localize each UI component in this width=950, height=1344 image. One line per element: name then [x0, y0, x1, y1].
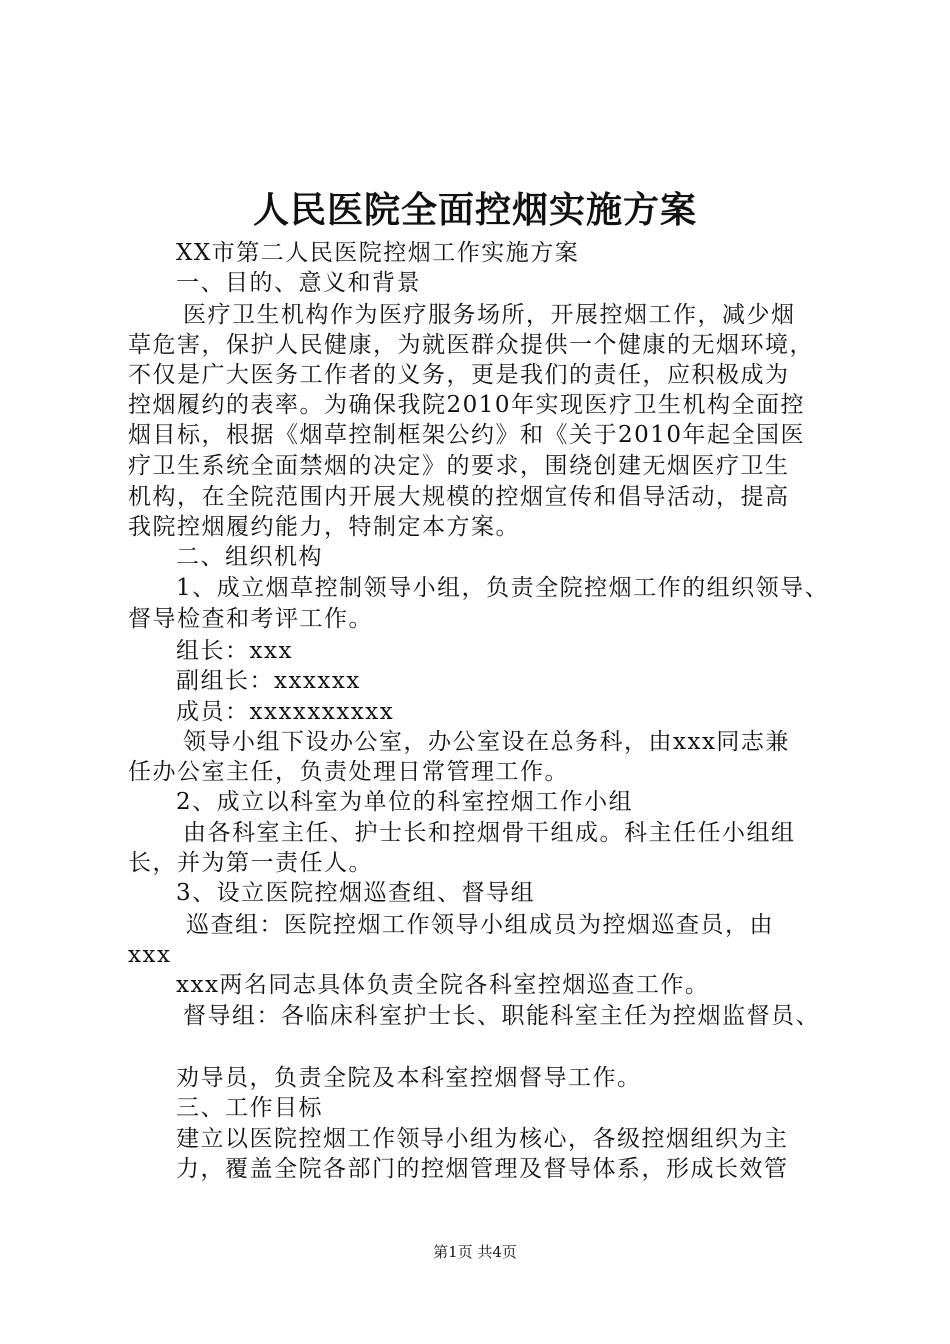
paragraph-line: 长，并为第一责任人。: [128, 850, 373, 876]
paragraph-line: 劝导员，负责全院及本科室控烟督导工作。: [176, 1065, 642, 1091]
paragraph-line: 成员：xxxxxxxxxx: [176, 699, 395, 725]
paragraph-line: 草危害，保护人民健康，为就医群众提供一个健康的无烟环境，: [128, 332, 814, 358]
paragraph-line: 疗卫生系统全面禁烟的决定》的要求，围绕创建无烟医疗卫生: [128, 453, 790, 479]
page-number: 第1页 共4页: [433, 1243, 517, 1261]
paragraph-line: 医疗卫生机构作为医疗服务场所，开展控烟工作，减少烟: [183, 302, 796, 328]
document-subtitle: XX市第二人民医院控烟工作实施方案: [176, 240, 580, 266]
paragraph-line: 力，覆盖全院各部门的控烟管理及督导体系，形成长效管: [176, 1156, 789, 1182]
paragraph-line: 督导检查和考评工作。: [128, 606, 373, 632]
paragraph-line: xxx: [128, 942, 172, 968]
paragraph-line: 我院控烟履约能力，特制定本方案。: [128, 514, 520, 540]
paragraph-line: 建立以医院控烟工作领导小组为核心，各级控烟组织为主: [176, 1126, 789, 1152]
paragraph-line: 巡查组：医院控烟工作领导小组成员为控烟巡查员，由: [186, 912, 774, 938]
paragraph-line: 任办公室主任，负责处理日常管理工作。: [128, 759, 569, 785]
section-heading-3: 三、工作目标: [176, 1095, 323, 1121]
section-heading-1: 一、目的、意义和背景: [176, 270, 421, 296]
paragraph-line: xxx两名同志具体负责全院各科室控烟巡查工作。: [176, 972, 710, 998]
paragraph-line: 2、成立以科室为单位的科室控烟工作小组: [176, 789, 634, 815]
paragraph-line: 3、设立医院控烟巡查组、督导组: [176, 880, 536, 906]
paragraph-line: 领导小组下设办公室，办公室设在总务科，由xxx同志兼: [183, 729, 790, 755]
section-heading-2: 二、组织机构: [176, 544, 323, 570]
document-title: 人民医院全面控烟实施方案: [252, 189, 697, 231]
paragraph-line: 机构，在全院范围内开展大规模的控烟宣传和倡导活动，提高: [128, 484, 790, 510]
paragraph-line: 烟目标，根据《烟草控制框架公约》和《关于2010年起全国医: [128, 422, 806, 448]
paragraph-line: 不仅是广大医务工作者的义务，更是我们的责任，应积极成为: [128, 362, 790, 388]
paragraph-line: 副组长：xxxxxx: [176, 668, 361, 694]
paragraph-line: 组长：xxx: [176, 638, 293, 664]
paragraph-line: 控烟履约的表率。为确保我院2010年实现医疗卫生机构全面控: [128, 392, 806, 418]
paragraph-line: 1、成立烟草控制领导小组，负责全院控烟工作的组织领导、: [176, 575, 830, 601]
paragraph-line: 由各科室主任、护士长和控烟骨干组成。科主任任小组组: [183, 820, 796, 846]
paragraph-line: 督导组：各临床科室护士长、职能科室主任为控烟监督员、: [183, 1003, 820, 1029]
